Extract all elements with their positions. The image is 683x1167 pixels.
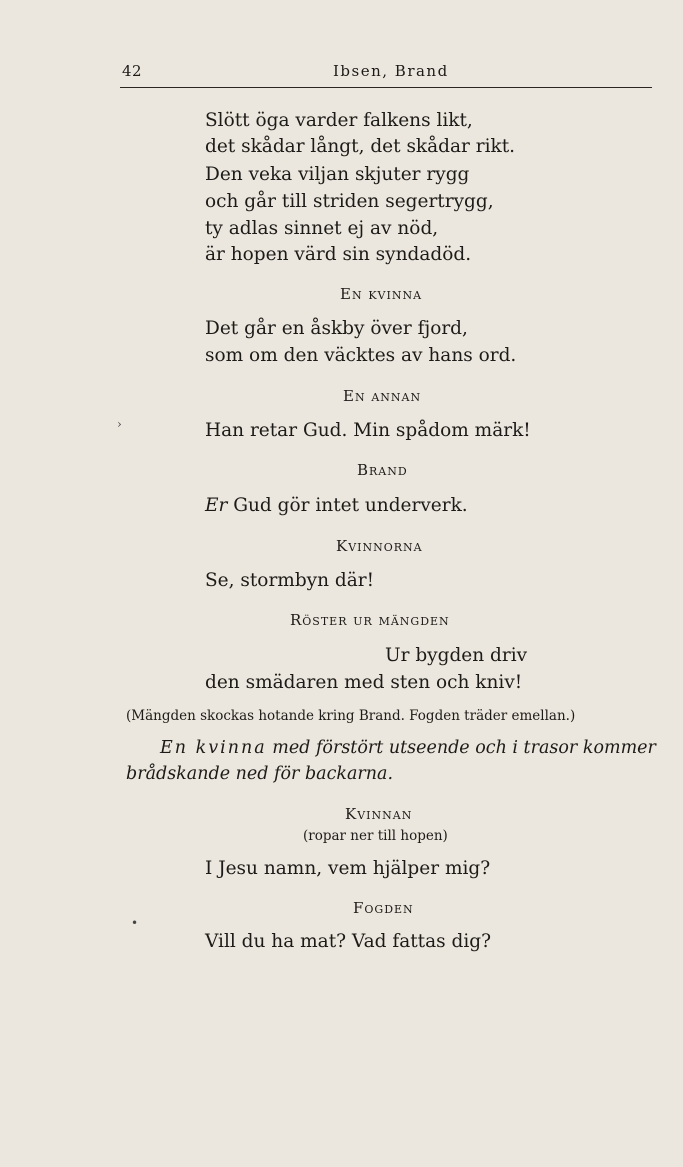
speaker-en-annan: En annan xyxy=(343,387,422,405)
margin-mark: • xyxy=(131,916,139,930)
verse-line xyxy=(205,495,468,516)
verse-line: Se, stormbyn där! xyxy=(205,570,375,591)
emphasis: Er xyxy=(205,495,228,516)
speaker-kvinnorna: Kvinnorna xyxy=(336,537,423,555)
verse-line: Ur bygden driv xyxy=(385,645,528,666)
speaker-en-kvinna: En kvinna xyxy=(340,285,423,303)
stage-direction-italic: brådskande ned för backarna. xyxy=(126,764,394,784)
speaker-roster: Röster ur mängden xyxy=(290,611,450,629)
stage-aside: (ropar ner till hopen) xyxy=(303,828,448,844)
verse-line: ty adlas sinnet ej av nöd, xyxy=(205,218,439,239)
header-rule xyxy=(120,87,652,88)
speaker-kvinnan: Kvinnan xyxy=(345,805,413,823)
running-title: Ibsen, Brand xyxy=(333,62,449,80)
stage-text: med förstört utseende och i trasor kommer xyxy=(266,738,656,758)
speaker-brand: Brand xyxy=(357,461,408,479)
verse-line: den smädaren med sten och kniv! xyxy=(205,672,523,693)
verse-line: är hopen värd sin syndadöd. xyxy=(205,244,472,265)
verse-line: I Jesu namn, vem hjälper mig? xyxy=(205,858,491,879)
speaker-fogden: Fogden xyxy=(353,899,414,917)
verse-line: Han retar Gud. Min spådom märk! xyxy=(205,420,531,441)
stage-direction-italic xyxy=(160,738,656,758)
stage-character: En kvinna xyxy=(160,738,267,758)
margin-mark: › xyxy=(117,417,122,431)
stage-direction: (Mängden skockas hotande kring Brand. Fogden träder emellan.) xyxy=(126,708,576,724)
verse-text: Gud gör intet underverk. xyxy=(227,495,468,516)
verse-line: Vill du ha mat? Vad fattas dig? xyxy=(205,931,492,952)
verse-line: Slött öga varder falkens likt, xyxy=(205,110,473,131)
verse-line: det skådar långt, det skådar rikt. xyxy=(205,136,516,157)
verse-line: Den veka viljan skjuter rygg xyxy=(205,164,470,185)
page-number: 42 xyxy=(122,62,143,80)
verse-line: Det går en åskby över fjord, xyxy=(205,318,468,339)
verse-line: som om den väcktes av hans ord. xyxy=(205,345,517,366)
verse-line: och går till striden segertrygg, xyxy=(205,191,494,212)
